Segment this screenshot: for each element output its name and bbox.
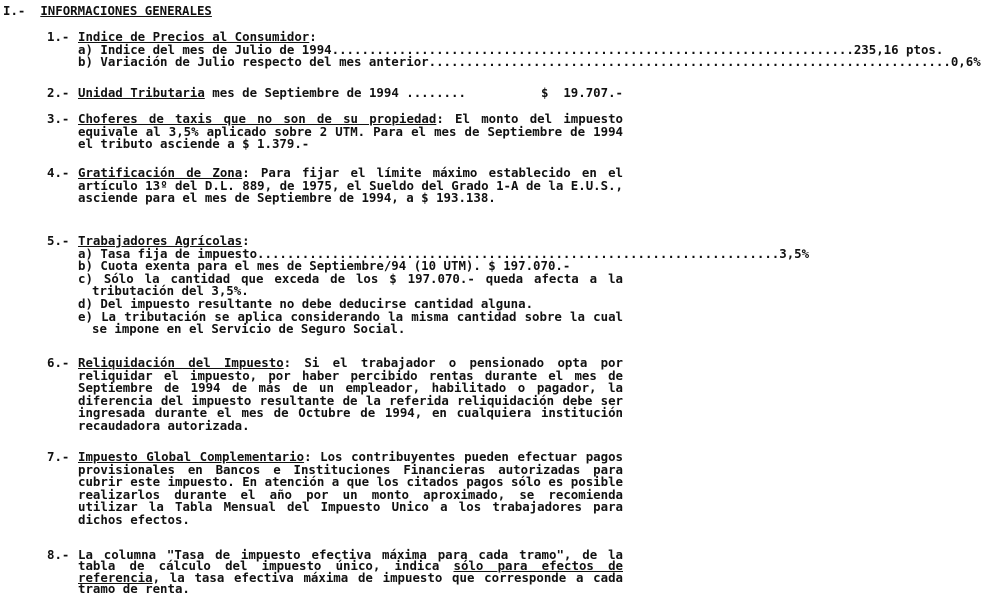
item-underlined-text: sólo para efectos de referencia [78, 558, 623, 585]
item-1: 1.- Indice de Precios al Consumidor: a) Indice del mes de Julio de 1994 ...................................................................... 235,16 ptos. b) Variación de Julio respecto del mes anterior ...................................................................... 0,6% [47, 29, 981, 70]
sub-item-d: d) Del impuesto resultante no debe deducirse cantidad alguna. [78, 295, 534, 311]
item-2 [47, 87, 623, 100]
item-number: 6.- [47, 355, 70, 370]
item-text: mes de Septiembre de 1994 ........ [204, 85, 466, 100]
item-text: : Para fijar el límite máximo establecido en el artículo 13º del D.L. 889, de 1975, el Sueldo del Grado 1-A de la E.U.S., asciende para el mes de Septiembre de 1994, a $ 193.138. [78, 165, 623, 206]
item-number: 4.- [47, 165, 70, 180]
item-text: La columna "Tasa de impuesto efectiva máxima para cada tramo", de la tabla de cálculo del impuesto único, indica [78, 547, 623, 574]
item-number: 8.- [47, 547, 70, 562]
sub-item-a: a) Indice del mes de Julio de 1994 ...................................................................... 235,16 ptos. [78, 41, 944, 57]
item-number: 3.- [47, 111, 70, 126]
sub-item-b: b) Variación de Julio respecto del mes anterior ...................................................................... 0,6% [78, 54, 981, 70]
sub-item-c: c) Sólo la cantidad que exceda de los $ 197.070.- queda afecta a la tributación del 3,5%. [78, 270, 623, 299]
item-text: : Si el trabajador o pensionado opta por reliquidar el impuesto, por haber percibido rentas durante el mes de Septiembre de 1994 de más de un empleador, habilitado o pagador, la diferencia del impuesto resultante de la referida reliquidación debe ser ingresada durante el mes de Octubre de 1994, en cualquiera institución recaudadora autorizada. [78, 355, 623, 433]
section-heading [3, 3, 212, 18]
sub-item-a: a) Tasa fija de impuesto ...................................................................... 3,5% [78, 245, 810, 261]
item-number: 1.- [47, 29, 70, 44]
sub-item-e: e) La tributación se aplica considerando la misma cantidad sobre la cual se impone en el Servicio de Seguro Social. [78, 308, 623, 337]
item-3 [47, 113, 623, 151]
item-5: 5.- Trabajadores Agrícolas: a) Tasa fija de impuesto ...................................................................... 3,5% b) Cuota exenta para el mes de Septiembre/94 (10 UTM). $ 197.070.- c) Sólo la cantidad que exceda de los $ 197.070.- queda afecta a la tributación del 3,5%. d) Del impuesto resultante no debe deducirse cantidad alguna. e) La tributación se aplica considerando la misma cantidad sobre la cual se impone en el Servicio de Seguro Social. [47, 233, 810, 337]
item-6 [47, 357, 623, 433]
item-text: : El monto del impuesto equivale al 3,5% aplicado sobre 2 UTM. Para el mes de Septiembre de 1994 el tributo asciende a $ 1.379.- [78, 111, 623, 152]
item-number: 7.- [47, 449, 70, 464]
item-title: Unidad Tributaria [78, 85, 205, 100]
item-title: Impuesto Global Complementario [78, 449, 305, 464]
item-value: $ 19.707.- [540, 85, 623, 100]
section-title: INFORMACIONES GENERALES [40, 3, 212, 18]
item-text: : Los contribuyentes pueden efectuar pagos provisionales en Bancos e Instituciones Financieras autorizadas para cubrir este impuesto. En atención a que los citados pagos sólo es posible realizarlos durante el año por un monto aproximado, se recomienda utilizar la Tabla Mensual del Impuesto Unico a los trabajadores para dichos efectos. [78, 449, 624, 527]
section-number: I.- [3, 3, 26, 18]
item-title: Gratificación de Zona [78, 165, 243, 180]
item-title: Indice de Precios al Consumidor [78, 29, 310, 44]
item-4 [47, 167, 623, 205]
item-title: Trabajadores Agrícolas [78, 233, 243, 248]
item-number: 5.- [47, 233, 70, 248]
item-title: Reliquidación del Impuesto [78, 355, 284, 370]
item-title: Choferes de taxis que no son de su propiedad [78, 111, 437, 126]
sub-item-b: b) Cuota exenta para el mes de Septiembre/94 (10 UTM). $ 197.070.- [78, 258, 571, 274]
item-text-end: , la tasa efectiva máxima de impuesto que corresponde a cada tramo de renta. [78, 569, 623, 597]
item-7 [47, 451, 623, 527]
item-number: 2.- [47, 85, 70, 100]
item-8 [47, 549, 623, 595]
